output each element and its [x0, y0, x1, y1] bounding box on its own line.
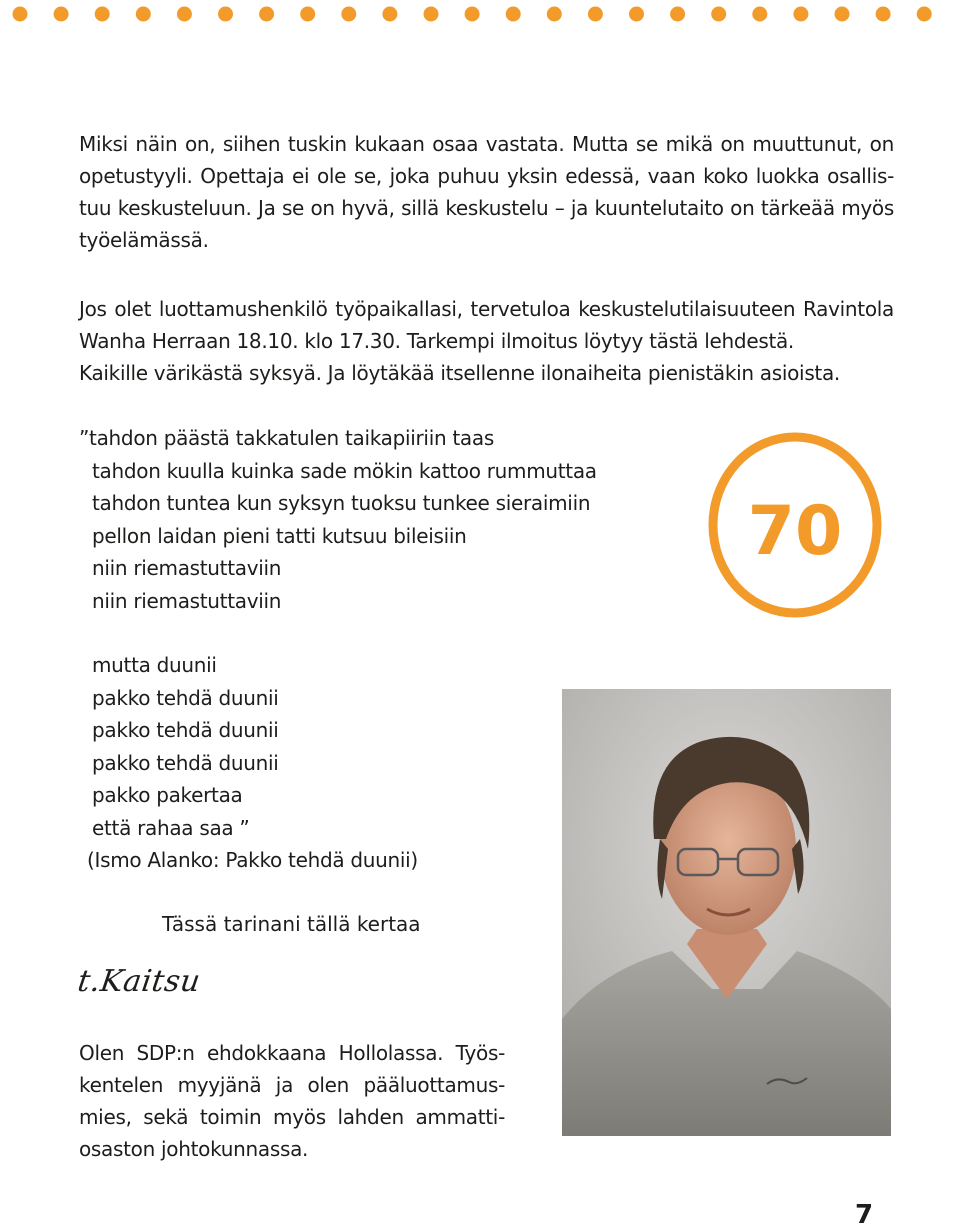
border-dot	[588, 7, 603, 22]
stanza-gap	[79, 617, 679, 649]
border-dot	[835, 7, 850, 22]
paragraph-line: tuu keskusteluun. Ja se on hyvä, sillä keskustelu – ja kuuntelutaito on tärkeää myös	[79, 196, 894, 220]
tagline: Tässä tarinani tällä kertaa	[162, 912, 421, 936]
signature: t.Kaitsu	[75, 964, 203, 999]
border-dot	[13, 7, 28, 22]
bio-paragraph	[79, 1037, 505, 1165]
border-dot	[341, 7, 356, 22]
poem-line: pakko pakertaa	[92, 783, 243, 807]
border-dot	[136, 7, 151, 22]
paragraph-line: työelämässä.	[79, 228, 209, 252]
paragraph-line: Kaikille värikästä syksyä. Ja löytäkää itsellenne ilonaiheita pienistäkin asioista.	[79, 361, 840, 385]
poem-line: pakko tehdä duunii	[92, 685, 279, 710]
bio-line: mies, sekä toimin myös lahden ammatti-	[79, 1105, 505, 1129]
border-dot	[506, 7, 521, 22]
border-dot	[793, 7, 808, 22]
poem-line: pakko tehdä duunii	[92, 750, 279, 775]
paragraph-line: Jos olet luottamushenkilö työpaikallasi, tervetuloa keskustelutilaisuuteen Ravintola	[79, 297, 894, 321]
invitation-paragraph	[79, 293, 894, 389]
poem-line: ”tahdon päästä takkatulen taikapiiriin taas	[79, 426, 494, 450]
border-dot	[629, 7, 644, 22]
border-dot	[95, 7, 110, 22]
bio-line: osaston johtokunnassa.	[79, 1137, 309, 1161]
border-dot	[752, 7, 767, 22]
page-number: 7	[855, 1200, 874, 1230]
bio-line: Olen SDP:n ehdokkaana Hollolassa. Työs-	[79, 1041, 505, 1065]
border-dot	[218, 7, 233, 22]
portrait-photo	[562, 689, 891, 1136]
poem-line: tahdon kuulla kuinka sade mökin kattoo rummuttaa	[92, 458, 597, 483]
poem-line: niin riemastuttaviin	[92, 556, 282, 580]
border-dot	[259, 7, 274, 22]
border-dot	[547, 7, 562, 22]
poem-line: pellon laidan pieni tatti kutsuu bileisiin	[92, 523, 467, 548]
poem-line: mutta duunii	[92, 653, 217, 677]
bio-line: kentelen myyjänä ja olen pääluottamus-	[79, 1073, 505, 1097]
intro-paragraph	[79, 128, 894, 256]
border-dot	[382, 7, 397, 22]
top-dot-border	[0, 0, 960, 34]
poem-line: tahdon tuntea kun syksyn tuoksu tunkee sieraimiin	[92, 491, 591, 515]
paragraph-line: Miksi näin on, siihen tuskin kukaan osaa vastata. Mutta se mikä on muuttunut, on	[79, 132, 894, 156]
border-dot	[424, 7, 439, 22]
badge-number: 70	[747, 492, 843, 571]
poem-line: niin riemastuttaviin	[92, 588, 282, 613]
border-dot	[177, 7, 192, 22]
border-dot	[876, 7, 891, 22]
paragraph-line: opetustyyli. Opettaja ei ole se, joka puhuu yksin edessä, vaan koko luokka osallis-	[79, 164, 894, 188]
border-dot	[54, 7, 69, 22]
border-dot	[917, 7, 932, 22]
number-badge	[707, 430, 883, 620]
border-dot	[300, 7, 315, 22]
paragraph-line: Wanha Herraan 18.10. klo 17.30. Tarkempi ilmoitus löytyy tästä lehdestä.	[79, 329, 794, 353]
poem-line: pakko tehdä duunii	[92, 718, 279, 742]
border-dot	[711, 7, 726, 22]
poem-attribution: (Ismo Alanko: Pakko tehdä duunii)	[87, 848, 418, 872]
border-dot	[670, 7, 685, 22]
border-dot	[465, 7, 480, 22]
poem-line: että rahaa saa ”	[92, 815, 250, 840]
